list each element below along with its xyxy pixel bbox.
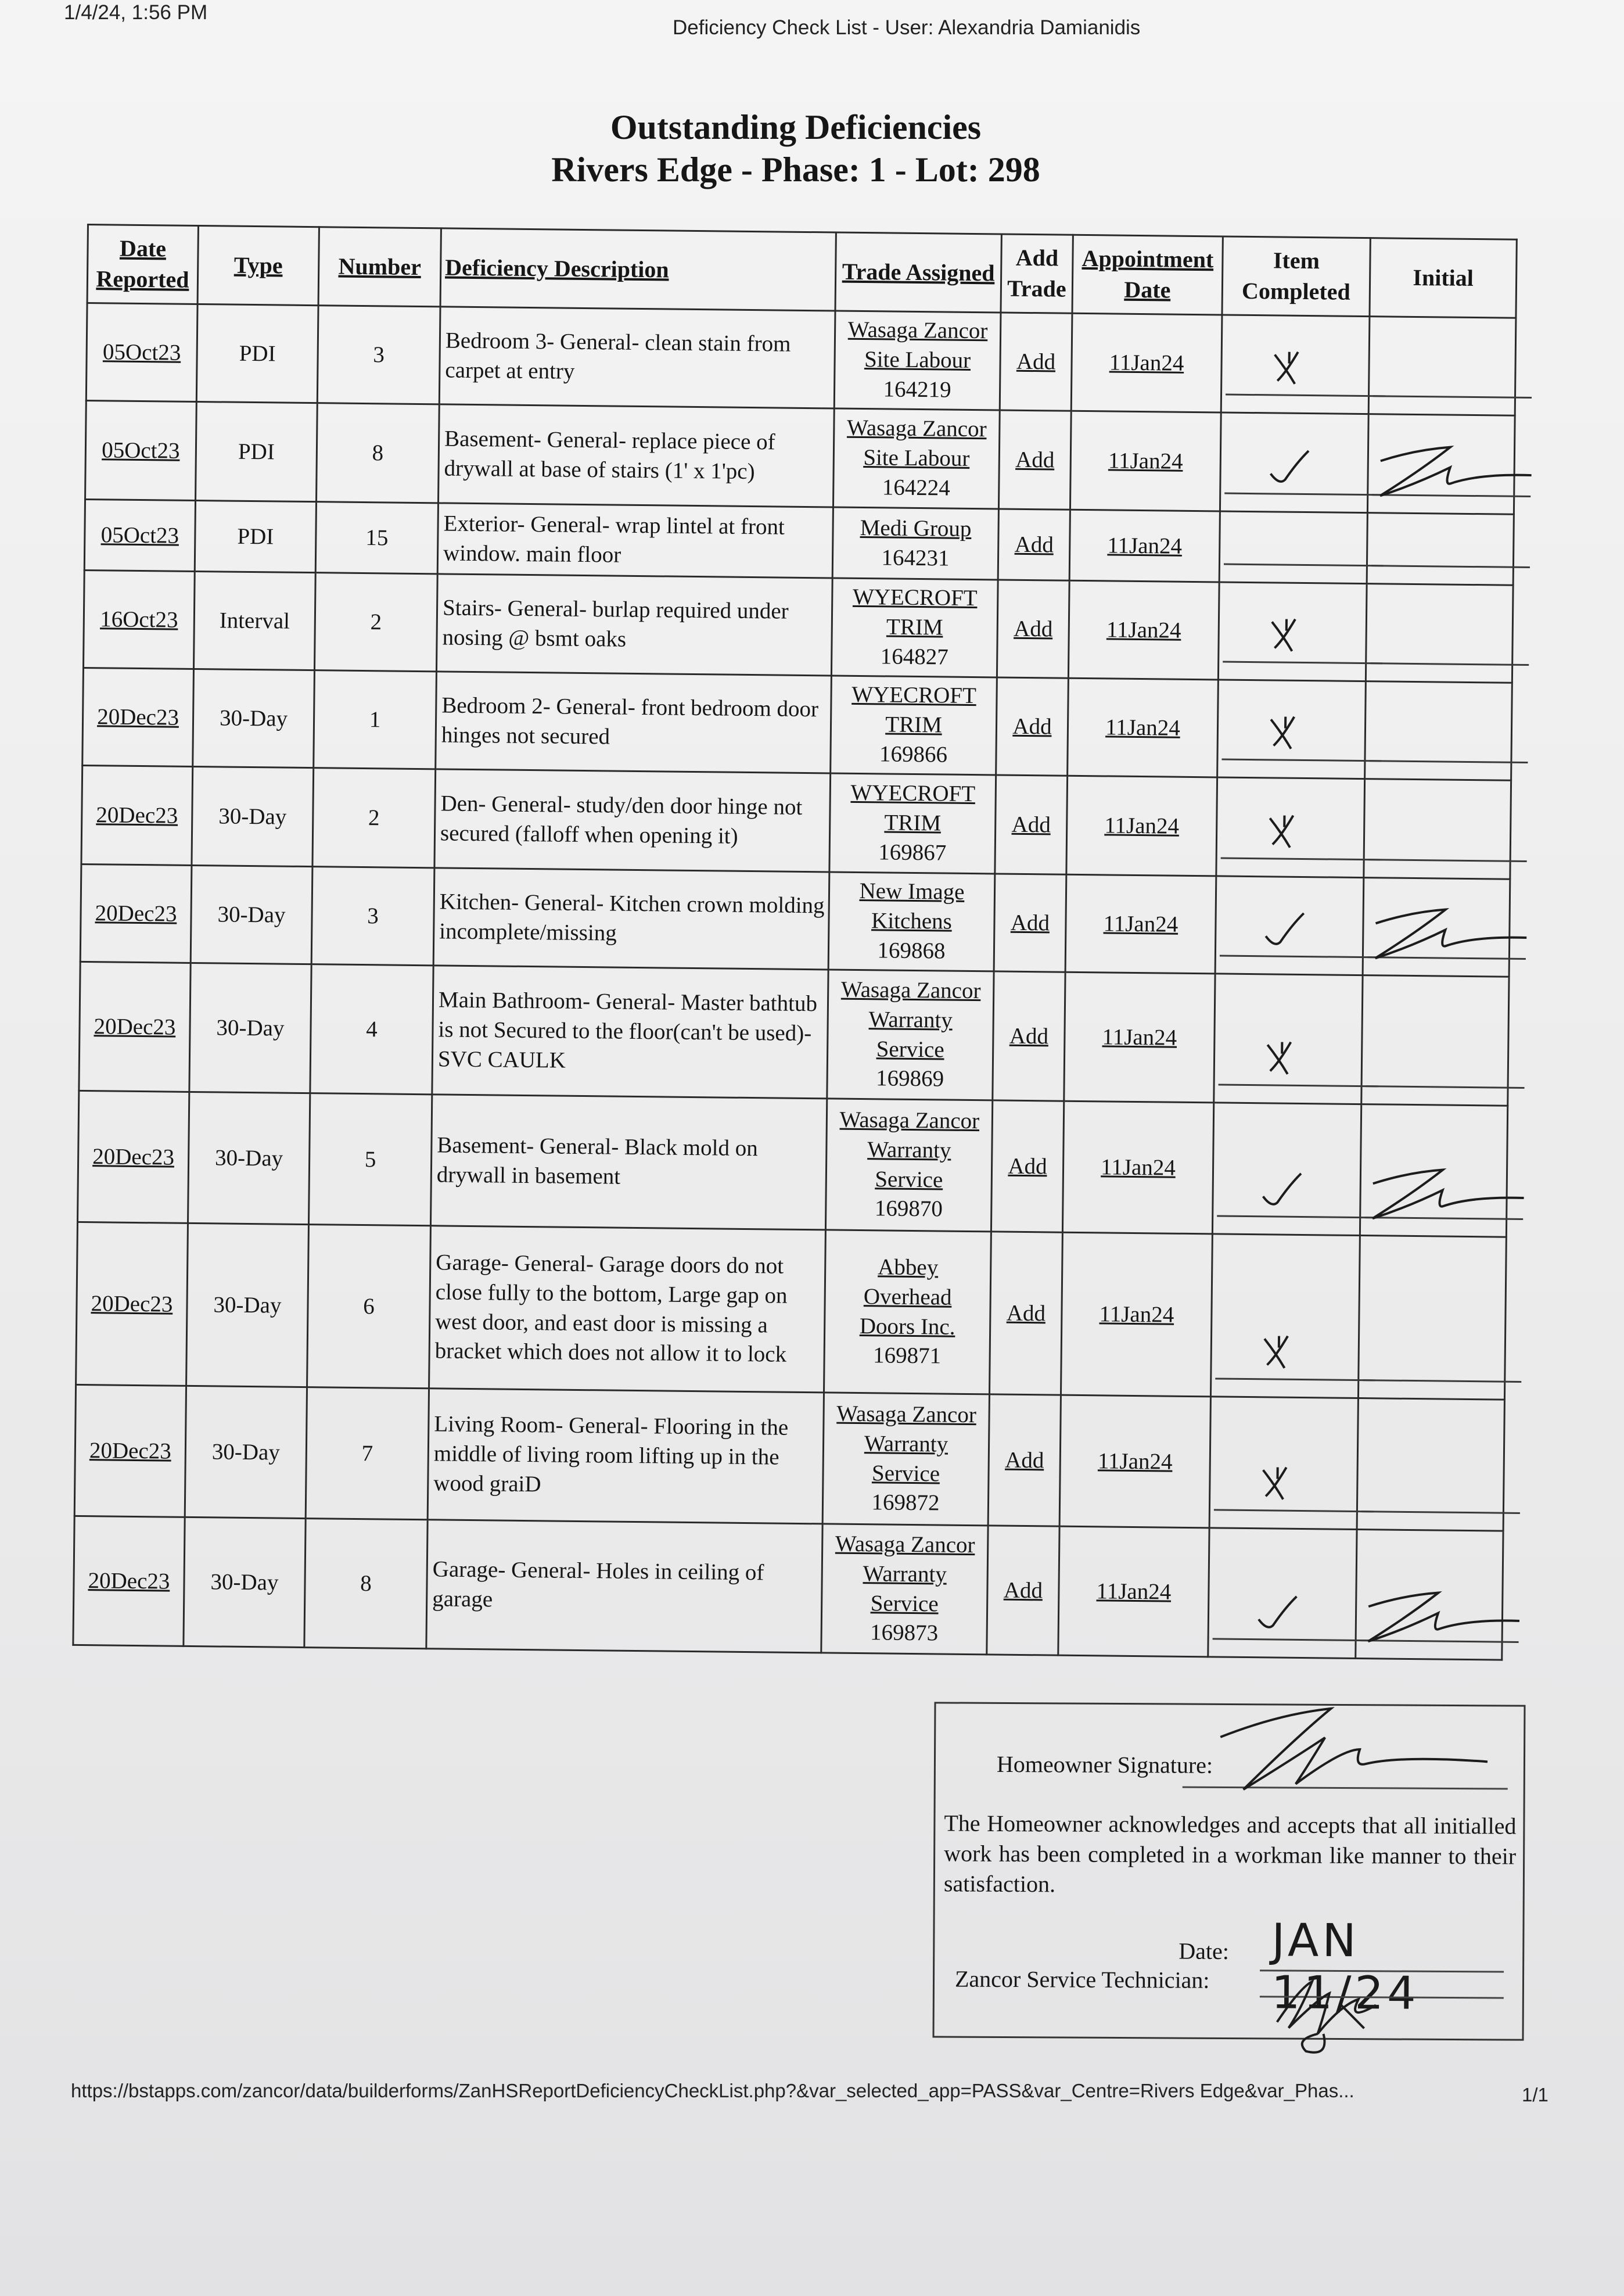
- number-cell: 3: [317, 306, 440, 404]
- number-cell: 1: [314, 670, 437, 769]
- checkmark-icon: [1245, 1161, 1316, 1214]
- item-completed-cell: [1220, 412, 1368, 513]
- description-cell: Basement- General- replace piece of drywall at base of stairs (1' x 1'pc): [438, 404, 834, 507]
- trade-name-link[interactable]: Service: [876, 1036, 944, 1063]
- initial-line: [1370, 662, 1529, 666]
- trade-name-link[interactable]: TRIM: [886, 614, 943, 640]
- trade-assigned-cell: [824, 1230, 991, 1394]
- number-cell: 6: [307, 1225, 431, 1389]
- x-mark-icon: [1254, 340, 1324, 393]
- header-add-trade: Add Trade: [1001, 234, 1073, 313]
- description-cell: Den- General- study/den door hinge not secured (falloff when opening it): [434, 769, 831, 872]
- table-row: [82, 668, 1512, 780]
- add-trade-link[interactable]: Add: [987, 1526, 1059, 1655]
- appointment-date-link[interactable]: 11Jan24: [1065, 874, 1216, 974]
- date-reported-cell[interactable]: 05Oct23: [86, 303, 197, 402]
- date-reported-cell[interactable]: 20Dec23: [80, 864, 192, 963]
- description-cell: Bedroom 2- General- front bedroom door hinges not secured: [436, 672, 832, 773]
- completed-line: [1221, 857, 1381, 860]
- initial-cell: [1367, 414, 1515, 515]
- trade-name-link[interactable]: Warranty: [868, 1006, 953, 1033]
- table-row: [78, 1090, 1508, 1237]
- add-trade-link[interactable]: Add: [998, 410, 1071, 510]
- header-type: Type: [197, 226, 319, 306]
- table-row: [81, 765, 1511, 879]
- trade-assigned-cell: [825, 1099, 992, 1232]
- date-reported-cell[interactable]: 20Dec23: [82, 668, 194, 766]
- trade-assigned-cell: [822, 1393, 989, 1526]
- number-cell: 3: [311, 867, 434, 966]
- trade-name-link[interactable]: Warranty: [863, 1560, 947, 1587]
- trade-name-link[interactable]: Doors Inc.: [859, 1313, 955, 1340]
- initial-line: [1368, 859, 1527, 862]
- type-cell: 30-Day: [185, 1386, 307, 1518]
- header-description: Deficiency Description: [440, 228, 836, 311]
- date-reported-cell[interactable]: 20Dec23: [78, 1090, 189, 1223]
- add-trade-link[interactable]: Add: [998, 509, 1070, 580]
- trade-name-link[interactable]: TRIM: [884, 810, 942, 836]
- trade-id: 169869: [875, 1066, 944, 1092]
- date-reported-cell[interactable]: 20Dec23: [73, 1516, 185, 1646]
- initials-signature-image: [1355, 1160, 1530, 1232]
- completed-line: [1220, 955, 1379, 958]
- description-cell: Kitchen- General- Kitchen crown molding incomplete/missing: [433, 868, 829, 970]
- appointment-date-link[interactable]: 11Jan24: [1071, 313, 1222, 412]
- table-row: [85, 400, 1515, 514]
- trade-name-link[interactable]: Medi Group: [860, 515, 972, 541]
- trade-name-link[interactable]: Abbey: [878, 1254, 939, 1280]
- completed-line: [1221, 759, 1381, 762]
- trade-name-link[interactable]: Overhead: [863, 1283, 952, 1310]
- description-cell: Garage- General- Garage doors do not close fully to the bottom, Large gap on west door, and east door is missing a bracket which does not allow it to lock: [429, 1226, 826, 1393]
- header-appointment-date: Appointment Date: [1072, 235, 1223, 315]
- signoff-box: [932, 1702, 1525, 2040]
- number-cell: 2: [312, 768, 436, 868]
- completed-line: [1215, 1377, 1375, 1381]
- trade-id: 169872: [871, 1490, 940, 1516]
- x-mark-icon: [1250, 705, 1320, 758]
- add-trade-link[interactable]: Add: [1000, 313, 1072, 411]
- trade-assigned-cell: [833, 408, 1000, 509]
- trade-id: 169873: [870, 1620, 939, 1646]
- trade-assigned-cell: [831, 578, 998, 677]
- trade-name-link[interactable]: Service: [871, 1460, 940, 1486]
- initial-cell: [1367, 513, 1514, 586]
- completed-line: [1217, 1215, 1377, 1218]
- acknowledgement-text: The Homeowner acknowledges and accepts that all initialled work has been completed in a workman like manner to their satisfaction.: [943, 1810, 1517, 1897]
- completed-line: [1223, 661, 1382, 665]
- date-reported-cell[interactable]: 05Oct23: [84, 499, 195, 571]
- handwritten-date: JAN 11/24: [1271, 1914, 1420, 2020]
- completed-line: [1219, 1084, 1378, 1087]
- table-row: [86, 303, 1516, 416]
- header-date-reported: Date Reported: [87, 225, 198, 304]
- trade-assigned-cell: [831, 676, 997, 775]
- add-trade-link[interactable]: Add: [994, 874, 1066, 972]
- appointment-date-link[interactable]: 11Jan24: [1068, 580, 1219, 680]
- date-reported-cell[interactable]: 20Dec23: [81, 765, 193, 865]
- description-cell: Living Room- General- Flooring in the middle of living room lifting up in the wood graiD: [427, 1389, 824, 1524]
- add-trade-link[interactable]: Add: [996, 677, 1069, 776]
- type-cell: PDI: [196, 401, 318, 501]
- trade-name-link[interactable]: Service: [875, 1166, 943, 1193]
- trade-name-link[interactable]: WYECROFT: [850, 780, 976, 807]
- trade-assigned-cell: [829, 773, 996, 874]
- initials-signature-image: [1358, 900, 1533, 971]
- appointment-date-link[interactable]: 11Jan24: [1069, 510, 1220, 582]
- date-reported-cell[interactable]: 16Oct23: [83, 570, 195, 669]
- trade-name-link[interactable]: Wasaga Zancor: [840, 977, 981, 1004]
- item-completed-cell: [1217, 680, 1366, 779]
- appointment-date-link[interactable]: 11Jan24: [1068, 678, 1219, 777]
- appointment-date-link[interactable]: 11Jan24: [1062, 1101, 1213, 1234]
- print-page-number: 1/1: [1522, 2084, 1548, 2105]
- date-reported-cell[interactable]: 20Dec23: [74, 1384, 186, 1517]
- number-cell: 5: [308, 1093, 432, 1226]
- item-completed-cell: [1212, 1103, 1361, 1236]
- trade-name-link[interactable]: WYECROFT: [852, 584, 978, 611]
- trade-id: 169868: [877, 938, 946, 964]
- initial-line: [1363, 1379, 1521, 1383]
- date-reported-cell[interactable]: 20Dec23: [76, 1222, 188, 1386]
- x-mark-icon: [1244, 1324, 1314, 1377]
- initial-line: [1371, 565, 1530, 568]
- trade-assigned-cell: [821, 1524, 988, 1655]
- trade-id: 164827: [880, 644, 948, 670]
- trade-name-link[interactable]: Wasaga Zancor: [836, 1401, 977, 1428]
- completed-line: [1224, 564, 1384, 567]
- type-cell: PDI: [195, 500, 316, 572]
- type-cell: 30-Day: [189, 963, 311, 1093]
- trade-name-link[interactable]: Site Labour: [864, 347, 971, 374]
- add-trade-link[interactable]: Add: [991, 1100, 1063, 1232]
- description-cell: Main Bathroom- General- Master bathtub is not Secured to the floor(can't be used)-SVC CAULK: [432, 966, 828, 1099]
- type-cell: 30-Day: [186, 1223, 309, 1387]
- item-completed-cell: [1209, 1397, 1358, 1530]
- add-trade-link[interactable]: Add: [989, 1232, 1062, 1395]
- table-row: [76, 1222, 1507, 1400]
- number-cell: 15: [315, 502, 438, 574]
- description-cell: Garage- General- Holes in ceiling of garage: [426, 1520, 822, 1653]
- table-row: [74, 1384, 1504, 1531]
- table-row: [73, 1516, 1503, 1660]
- trade-name-link[interactable]: Wasaga Zancor: [846, 415, 987, 442]
- print-footer-url: https://bstapps.com/zancor/data/builderforms/ZanHSReportDeficiencyCheckList.php?&var_selected_app=PASS&var_Centre=Rivers Edge&var_Phas...: [71, 2080, 1354, 2101]
- appointment-date-link[interactable]: 11Jan24: [1058, 1526, 1209, 1657]
- trade-name-link[interactable]: Wasaga Zancor: [839, 1107, 980, 1134]
- initial-line: [1361, 1511, 1520, 1514]
- trade-id: 164219: [883, 376, 951, 403]
- print-datetime: 1/4/24, 1:56 PM: [64, 1, 208, 24]
- table-header-row: [87, 225, 1517, 318]
- trade-name-link[interactable]: Kitchens: [871, 908, 953, 934]
- homeowner-signature-label: Homeowner Signature:: [996, 1750, 1213, 1778]
- header-number: Number: [318, 227, 441, 307]
- initial-cell: [1366, 584, 1513, 683]
- type-cell: Interval: [193, 571, 315, 670]
- x-mark-icon: [1249, 803, 1320, 856]
- trade-assigned-cell: [832, 507, 998, 580]
- item-completed-cell: [1216, 777, 1365, 878]
- type-cell: 30-Day: [184, 1517, 306, 1647]
- initial-line: [1369, 760, 1528, 763]
- completed-line: [1224, 493, 1384, 496]
- header-trade-assigned: Trade Assigned: [835, 232, 1001, 313]
- trade-name-link[interactable]: WYECROFT: [851, 682, 977, 709]
- header-initial: Initial: [1370, 238, 1517, 318]
- type-cell: 30-Day: [188, 1092, 310, 1224]
- x-mark-icon: [1242, 1455, 1313, 1508]
- appointment-date-link[interactable]: 11Jan24: [1066, 776, 1217, 876]
- item-completed-cell: [1210, 1234, 1360, 1398]
- trade-id: 164224: [882, 475, 951, 501]
- header-item-completed: Item Completed: [1222, 236, 1370, 317]
- number-cell: 7: [306, 1387, 429, 1520]
- initial-cell: [1365, 681, 1512, 781]
- checkmark-icon: [1248, 901, 1318, 954]
- homeowner-signature-image: [1209, 1702, 1511, 1803]
- initial-cell: [1364, 779, 1511, 880]
- trade-name-link[interactable]: Wasaga Zancor: [847, 317, 988, 344]
- add-trade-link[interactable]: Add: [988, 1394, 1061, 1526]
- trade-id: 164231: [881, 544, 950, 571]
- trade-assigned-cell: [827, 970, 994, 1100]
- item-completed-cell: [1221, 315, 1370, 414]
- appointment-date-link[interactable]: 11Jan24: [1061, 1232, 1212, 1397]
- checkmark-icon: [1253, 439, 1323, 492]
- trade-id: 169867: [878, 840, 947, 866]
- deficiency-table: [72, 224, 1518, 1661]
- number-cell: 8: [317, 403, 440, 503]
- initials-signature-image: [1363, 437, 1537, 509]
- date-reported-cell[interactable]: 20Dec23: [79, 962, 191, 1092]
- x-mark-icon: [1247, 1030, 1317, 1083]
- completed-line: [1214, 1509, 1374, 1512]
- initials-signature-image: [1350, 1583, 1525, 1655]
- trade-name-link[interactable]: Warranty: [864, 1430, 948, 1457]
- initial-cell: [1360, 1104, 1507, 1237]
- trade-id: 169870: [874, 1196, 943, 1222]
- trade-id: 169871: [872, 1343, 942, 1369]
- trade-id: 169866: [879, 741, 948, 767]
- item-completed-cell: [1214, 974, 1363, 1104]
- item-completed-cell: [1208, 1528, 1357, 1659]
- completed-line: [1226, 394, 1385, 397]
- date-label: Date:: [1179, 1938, 1230, 1965]
- description-cell: Stairs- General- burlap required under nosing @ bsmt oaks: [436, 574, 832, 676]
- date-reported-cell[interactable]: 05Oct23: [85, 400, 197, 500]
- trade-name-link[interactable]: Site Labour: [863, 445, 970, 472]
- type-cell: 30-Day: [193, 669, 315, 767]
- description-cell: Basement- General- Black mold on drywall in basement: [430, 1095, 827, 1230]
- technician-label: Zancor Service Technician:: [954, 1965, 1210, 1993]
- trade-assigned-cell: [828, 872, 995, 971]
- initial-cell: [1357, 1398, 1504, 1531]
- type-cell: PDI: [196, 304, 318, 403]
- add-trade-link[interactable]: Add: [997, 580, 1069, 678]
- x-mark-icon: [1251, 607, 1321, 660]
- initial-cell: [1368, 317, 1516, 416]
- table-row: [79, 962, 1509, 1106]
- item-completed-cell: [1218, 582, 1367, 681]
- initial-cell: [1358, 1236, 1506, 1400]
- type-cell: 30-Day: [192, 766, 314, 866]
- add-trade-link[interactable]: Add: [995, 775, 1068, 874]
- trade-name-link[interactable]: Warranty: [867, 1136, 951, 1163]
- item-completed-cell: [1215, 876, 1364, 975]
- item-completed-cell: [1219, 511, 1367, 584]
- initial-line: [1366, 1085, 1525, 1089]
- initial-cell: [1356, 1530, 1503, 1660]
- completed-line: [1213, 1638, 1373, 1641]
- initial-cell: [1361, 975, 1509, 1106]
- number-cell: 4: [310, 964, 433, 1095]
- trade-name-link[interactable]: New Image: [859, 878, 965, 905]
- appointment-date-link[interactable]: 11Jan24: [1059, 1395, 1210, 1528]
- table-row: [83, 570, 1513, 683]
- description-cell: Bedroom 3- General- clean stain from carpet at entry: [439, 307, 835, 408]
- number-cell: 8: [304, 1519, 427, 1649]
- trade-name-link[interactable]: TRIM: [885, 712, 943, 738]
- add-trade-link[interactable]: Add: [993, 971, 1065, 1101]
- number-cell: 2: [314, 573, 437, 672]
- trade-name-link[interactable]: Wasaga Zancor: [835, 1531, 975, 1558]
- table-row: [80, 864, 1510, 977]
- initial-line: [1373, 395, 1532, 399]
- report-title: Outstanding Deficiencies: [610, 108, 982, 146]
- technician-signature-image: [1259, 1964, 1422, 2063]
- appointment-date-link[interactable]: 11Jan24: [1064, 972, 1215, 1103]
- type-cell: 30-Day: [191, 865, 312, 964]
- trade-name-link[interactable]: Service: [870, 1590, 939, 1616]
- print-page-title: Deficiency Check List - User: Alexandria Damianidis: [673, 16, 1141, 39]
- initial-cell: [1363, 878, 1510, 977]
- appointment-date-link[interactable]: 11Jan24: [1070, 411, 1221, 511]
- trade-assigned-cell: [834, 311, 1001, 410]
- description-cell: Exterior- General- wrap lintel at front window. main floor: [437, 503, 833, 578]
- checkmark-icon: [1241, 1584, 1312, 1637]
- report-subtitle: Rivers Edge - Phase: 1 - Lot: 298: [551, 150, 1040, 189]
